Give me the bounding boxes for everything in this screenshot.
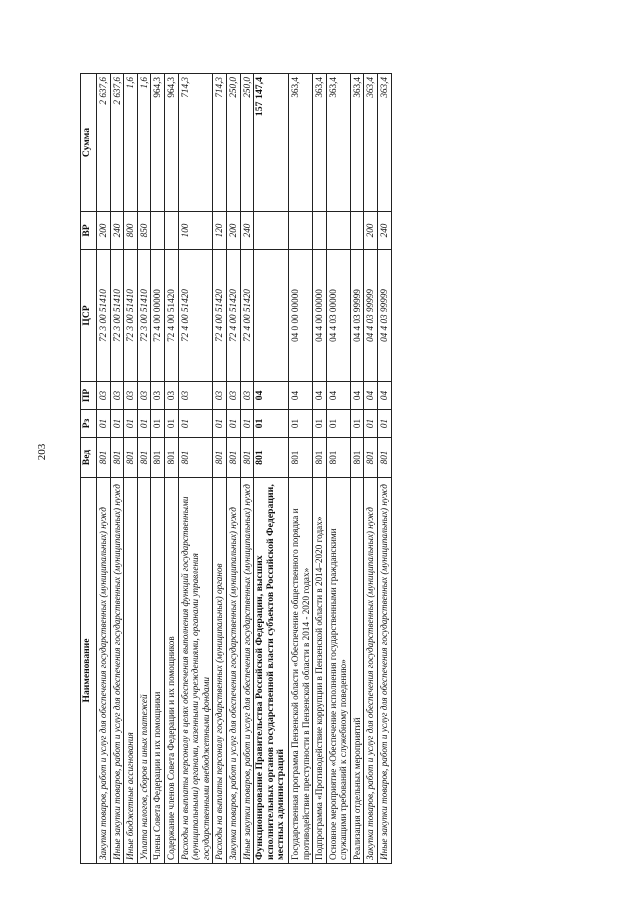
table-row — [350, 74, 364, 864]
cell-vr — [164, 212, 178, 250]
cell-ved: 801 — [97, 438, 111, 478]
cell-rz: 01 — [178, 410, 213, 438]
cell-rz: 01 — [288, 410, 312, 438]
cell-vr: 240 — [378, 212, 392, 250]
cell-rz: 01 — [151, 410, 165, 438]
cell-vr: 240 — [110, 212, 124, 250]
header-pr: ПР — [81, 382, 97, 410]
cell-csr: 04 4 00 00000 — [313, 250, 327, 382]
cell-csr — [254, 250, 289, 382]
cell-sum: 2 637,6 — [110, 74, 124, 212]
cell-ved: 801 — [110, 438, 124, 478]
cell-sum: 1,6 — [137, 74, 151, 212]
table-row — [151, 74, 165, 864]
cell-name: Государственная программа Пензенской области «Обеспечение общественного порядка и противодействие преступности в Пензенской области в 2014 - 2020 годах» — [288, 478, 312, 864]
cell-vr — [151, 212, 165, 250]
table-row — [288, 74, 312, 864]
cell-ved: 801 — [151, 438, 165, 478]
cell-csr: 04 4 03 99999 — [364, 250, 378, 382]
table-row — [226, 74, 240, 864]
cell-rz: 01 — [350, 410, 364, 438]
cell-rz: 01 — [326, 410, 350, 438]
cell-name: Функционирование Правительства Российской Федерации, высших исполнительных органов государственной власти субъектов Российской Федерации, местных администраций — [254, 478, 289, 864]
cell-sum: 363,4 — [288, 74, 312, 212]
cell-rz: 01 — [378, 410, 392, 438]
cell-ved: 801 — [240, 438, 254, 478]
cell-pr: 03 — [151, 382, 165, 410]
table-row — [110, 74, 124, 864]
cell-ved: 801 — [364, 438, 378, 478]
cell-pr: 03 — [178, 382, 213, 410]
cell-sum: 157 147,4 — [254, 74, 289, 212]
cell-csr: 72 4 00 51420 — [213, 250, 227, 382]
cell-pr: 03 — [97, 382, 111, 410]
cell-rz: 01 — [313, 410, 327, 438]
cell-ved: 801 — [313, 438, 327, 478]
cell-pr: 03 — [240, 382, 254, 410]
header-rz: Рз — [81, 410, 97, 438]
cell-pr: 03 — [137, 382, 151, 410]
cell-rz: 01 — [97, 410, 111, 438]
cell-sum: 1,6 — [124, 74, 138, 212]
budget-table — [80, 73, 392, 864]
header-sum: Сумма — [81, 74, 97, 212]
table-row — [326, 74, 350, 864]
cell-ved: 801 — [254, 438, 289, 478]
cell-csr: 04 4 03 99999 — [378, 250, 392, 382]
cell-vr — [326, 212, 350, 250]
header-csr: ЦСР — [81, 250, 97, 382]
cell-rz: 01 — [254, 410, 289, 438]
cell-pr: 04 — [313, 382, 327, 410]
cell-sum: 363,4 — [378, 74, 392, 212]
cell-sum: 363,4 — [364, 74, 378, 212]
header-ved: Вед — [81, 438, 97, 478]
cell-rz: 01 — [110, 410, 124, 438]
cell-csr: 72 3 00 51410 — [124, 250, 138, 382]
cell-csr: 72 4 00 51420 — [226, 250, 240, 382]
cell-csr: 72 4 00 51420 — [240, 250, 254, 382]
cell-pr: 03 — [226, 382, 240, 410]
cell-vr — [288, 212, 312, 250]
table-row — [240, 74, 254, 864]
table-row — [213, 74, 227, 864]
cell-name: Иные бюджетные ассигнования — [124, 478, 138, 864]
cell-sum: 363,4 — [326, 74, 350, 212]
cell-pr: 03 — [124, 382, 138, 410]
cell-name: Уплата налогов, сборов и иных платежей — [137, 478, 151, 864]
cell-name: Содержание членов Совета Федерации и их помощников — [164, 478, 178, 864]
table-row — [97, 74, 111, 864]
header-vr: ВР — [81, 212, 97, 250]
cell-pr: 04 — [364, 382, 378, 410]
cell-sum: 2 637,6 — [97, 74, 111, 212]
cell-ved: 801 — [178, 438, 213, 478]
table-header-row — [81, 74, 97, 864]
cell-vr: 200 — [226, 212, 240, 250]
cell-vr: 100 — [178, 212, 213, 250]
table-row — [364, 74, 378, 864]
table-row — [164, 74, 178, 864]
page-number: 203 — [36, 443, 48, 461]
cell-pr: 03 — [164, 382, 178, 410]
table-row — [124, 74, 138, 864]
cell-ved: 801 — [288, 438, 312, 478]
cell-rz: 01 — [137, 410, 151, 438]
cell-pr: 04 — [326, 382, 350, 410]
cell-rz: 01 — [240, 410, 254, 438]
cell-vr: 120 — [213, 212, 227, 250]
cell-sum: 964,3 — [164, 74, 178, 212]
table-body — [97, 74, 392, 864]
cell-csr: 04 4 03 99999 — [350, 250, 364, 382]
cell-sum: 250,0 — [240, 74, 254, 212]
cell-ved: 801 — [226, 438, 240, 478]
cell-name: Закупка товаров, работ и услуг для обеспечения государственных (муниципальных) нужд — [97, 478, 111, 864]
table-row — [378, 74, 392, 864]
cell-name: Закупка товаров, работ и услуг для обеспечения государственных (муниципальных) нужд — [226, 478, 240, 864]
cell-name: Иные закупки товаров, работ и услуг для обеспечения государственных (муниципальных) нужд — [110, 478, 124, 864]
cell-sum: 363,4 — [313, 74, 327, 212]
cell-csr: 72 4 00 00000 — [151, 250, 165, 382]
table-row — [178, 74, 213, 864]
cell-ved: 801 — [213, 438, 227, 478]
cell-sum: 250,0 — [226, 74, 240, 212]
cell-ved: 801 — [350, 438, 364, 478]
cell-sum: 964,3 — [151, 74, 165, 212]
cell-sum: 714,3 — [213, 74, 227, 212]
cell-rz: 01 — [364, 410, 378, 438]
cell-csr: 04 4 03 00000 — [326, 250, 350, 382]
cell-name: Реализация отдельных мероприятий — [350, 478, 364, 864]
cell-name: Члены Совета Федерации и их помощники — [151, 478, 165, 864]
cell-csr: 72 3 00 51410 — [110, 250, 124, 382]
cell-pr: 03 — [213, 382, 227, 410]
cell-pr: 04 — [350, 382, 364, 410]
table-row — [254, 74, 289, 864]
cell-pr: 04 — [254, 382, 289, 410]
cell-vr — [313, 212, 327, 250]
cell-vr: 200 — [97, 212, 111, 250]
cell-rz: 01 — [164, 410, 178, 438]
budget-table-container — [80, 74, 560, 864]
cell-rz: 01 — [213, 410, 227, 438]
cell-name: Расходы на выплаты персоналу в целях обеспечения выполнения функций государственными (муниципальными) органами, казенными учреждениями, органами управления государственными внебюджетными фондами — [178, 478, 213, 864]
header-name: Наименование — [81, 478, 97, 864]
cell-ved: 801 — [164, 438, 178, 478]
cell-pr: 04 — [288, 382, 312, 410]
cell-ved: 801 — [378, 438, 392, 478]
cell-vr: 240 — [240, 212, 254, 250]
cell-name: Подпрограмма «Противодействие коррупции в Пензенской области в 2014–2020 годах» — [313, 478, 327, 864]
cell-sum: 363,4 — [350, 74, 364, 212]
cell-ved: 801 — [137, 438, 151, 478]
cell-vr: 800 — [124, 212, 138, 250]
cell-csr: 72 4 00 51420 — [178, 250, 213, 382]
cell-rz: 01 — [124, 410, 138, 438]
cell-rz: 01 — [226, 410, 240, 438]
cell-csr: 72 3 00 51410 — [137, 250, 151, 382]
cell-ved: 801 — [124, 438, 138, 478]
cell-name: Иные закупки товаров, работ и услуг для обеспечения государственных (муниципальных) нужд — [240, 478, 254, 864]
cell-vr — [350, 212, 364, 250]
cell-csr: 04 0 00 00000 — [288, 250, 312, 382]
cell-vr — [254, 212, 289, 250]
cell-name: Расходы на выплаты персоналу государственных (муниципальных) органов — [213, 478, 227, 864]
cell-vr: 200 — [364, 212, 378, 250]
cell-name: Иные закупки товаров, работ и услуг для обеспечения государственных (муниципальных) нужд — [378, 478, 392, 864]
table-row — [137, 74, 151, 864]
cell-csr: 72 4 00 51420 — [164, 250, 178, 382]
cell-pr: 04 — [378, 382, 392, 410]
cell-sum: 714,3 — [178, 74, 213, 212]
cell-ved: 801 — [326, 438, 350, 478]
table-row — [313, 74, 327, 864]
cell-name: Основное мероприятие «Обеспечение исполнения государственными гражданскими служащими требований к служебному поведению» — [326, 478, 350, 864]
cell-pr: 03 — [110, 382, 124, 410]
cell-csr: 72 3 00 51410 — [97, 250, 111, 382]
cell-name: Закупка товаров, работ и услуг для обеспечения государственных (муниципальных) нужд — [364, 478, 378, 864]
cell-vr: 850 — [137, 212, 151, 250]
